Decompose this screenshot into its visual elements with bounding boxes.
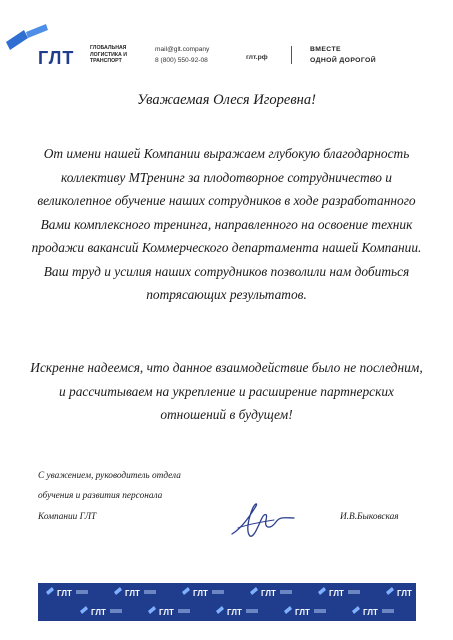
- svg-text:ГЛТ: ГЛТ: [397, 589, 412, 598]
- contact-block: [155, 44, 209, 66]
- email-link[interactable]: mail@glt.company: [155, 46, 210, 53]
- footer-logo-pattern: [38, 583, 416, 621]
- footer-logo-icon: [114, 587, 156, 598]
- footer-logo-icon: [46, 587, 88, 598]
- signer-name: И.В.Быковская: [340, 512, 399, 522]
- logo-subtitle: [90, 45, 127, 65]
- footer-logo-icon: [386, 587, 416, 598]
- header-divider: [291, 46, 292, 64]
- motto-line: ОДНОЙ ДОРОГОЙ: [310, 57, 377, 64]
- phone-number: 8 (800) 550-92-08: [155, 57, 208, 64]
- svg-text:ГЛТ: ГЛТ: [329, 589, 344, 598]
- letter-greeting: Уважаемая Олеся Игоревна!: [137, 92, 316, 108]
- sign-line-2: обучения и развития персонала: [38, 491, 163, 501]
- logo-subtitle-line: ГЛОБАЛЬНАЯ: [90, 45, 127, 51]
- svg-text:ГЛТ: ГЛТ: [261, 589, 276, 598]
- letter-paragraph-2: Искренне надеемся, что данное взаимодействие было не последним, и рассчитываем на укрепление и расширение партнерских отношений в будущем!: [30, 360, 423, 422]
- svg-text:ГЛТ: ГЛТ: [125, 589, 140, 598]
- svg-text:ГЛТ: ГЛТ: [227, 608, 242, 617]
- svg-text:ГЛТ: ГЛТ: [57, 589, 72, 598]
- footer-logo-icon: [148, 606, 190, 617]
- svg-text:ГЛТ: ГЛТ: [193, 589, 208, 598]
- motto: [310, 44, 376, 66]
- motto-line: ВМЕСТЕ: [310, 46, 341, 53]
- footer-logo-icon: [284, 606, 326, 617]
- footer-logo-icon: [80, 606, 122, 617]
- svg-text:ГЛТ: ГЛТ: [91, 608, 106, 617]
- letter-paragraph-1: От имени нашей Компании выражаем глубокую благодарность коллективу МТренинг за плодотворное сотрудничество и великолепное обучение наших сотрудников в ходе разработанного Вами комплексного тренинга, направленного на освоение техник продажи вакансий Коммерческого департамента нашей Компании. Ваш труд и усилия наших сотрудников позволили нам добиться потрясающих результатов.: [31, 146, 422, 302]
- svg-text:ГЛТ: ГЛТ: [159, 608, 174, 617]
- logo-subtitle-line: ТРАНСПОРТ: [90, 58, 122, 65]
- logo-subtitle-line: ЛОГИСТИКА И: [90, 51, 127, 58]
- company-logo: ГЛТ: [38, 48, 75, 68]
- footer-logo-icon: [182, 587, 224, 598]
- handwritten-signature-icon: [228, 498, 300, 542]
- footer-logo-icon: [318, 587, 360, 598]
- footer-logo-band: [38, 583, 416, 621]
- footer-logo-icon: [216, 606, 258, 617]
- website-link[interactable]: глт.рф: [246, 54, 268, 61]
- sign-line-1: С уважением, руководитель отдела: [38, 471, 181, 481]
- footer-logo-icon: [352, 606, 394, 617]
- svg-text:ГЛТ: ГЛТ: [363, 608, 378, 617]
- sign-line-3: Компании ГЛТ: [38, 512, 97, 522]
- footer-logo-icon: [250, 587, 292, 598]
- svg-text:ГЛТ: ГЛТ: [295, 608, 310, 617]
